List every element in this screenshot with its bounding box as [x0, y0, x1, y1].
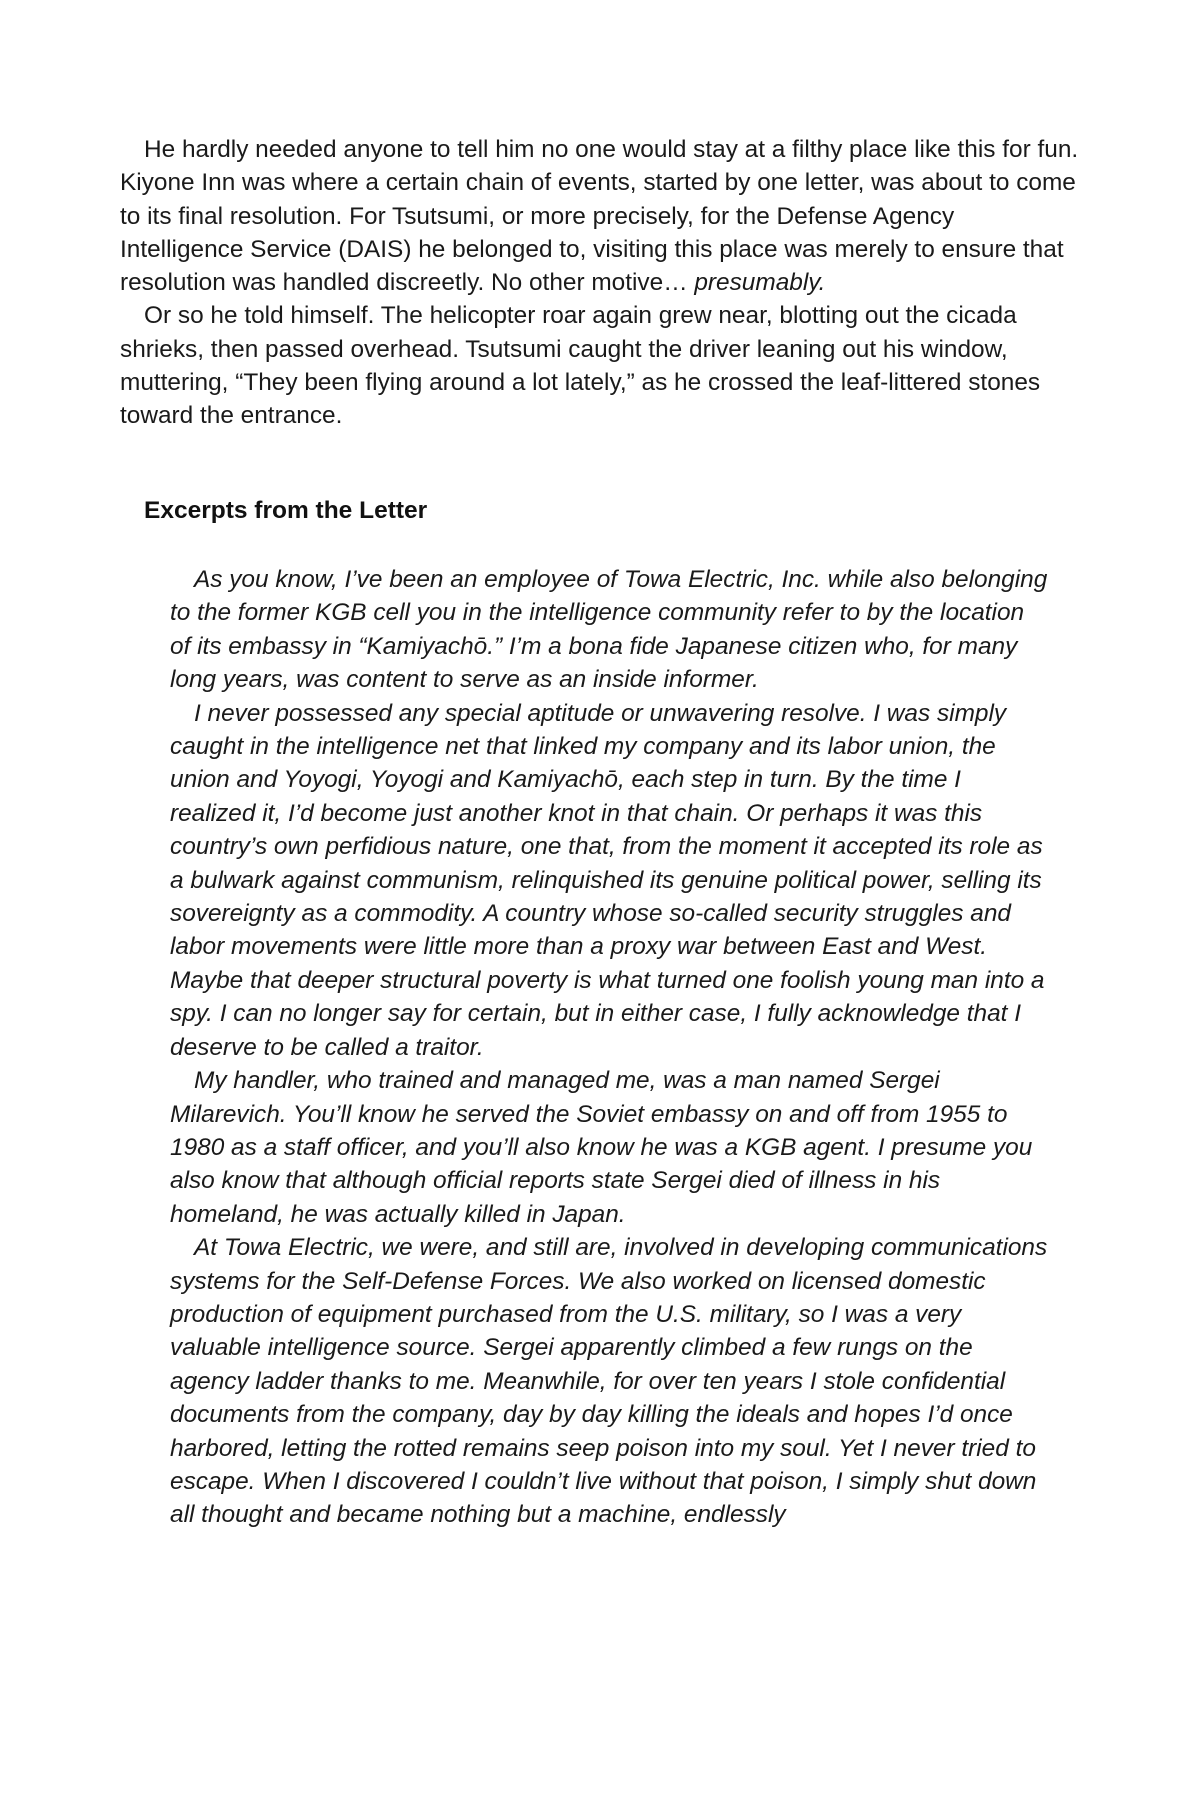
narrative-paragraph-text: He hardly needed anyone to tell him no one would stay at a filthy place like this for fun. Kiyone Inn was where a certain chain of events, started by one letter, was about to come to its final resolution. For Tsutsumi, or more precisely, for the Defense Agency Intelligence Service (DAIS) he belonged to, visiting this place was merely to ensure that resolution was handled discreetly. No other motive…	[120, 136, 1079, 297]
letter-excerpt	[170, 563, 1050, 1532]
letter-paragraph: At Towa Electric, we were, and still are, involved in developing communications systems for the Self-Defense Forces. We also worked on licensed domestic production of equipment purchased from the U.S. military, so I was a very valuable intelligence source. Sergei apparently climbed a few rungs on the agency ladder thanks to me. Meanwhile, for over ten years I stole confidential documents from the company, day by day killing the ideals and hopes I’d once harbored, letting the rotted remains seep poison into my soul. Yet I never tried to escape. When I discovered I couldn’t live without that poison, I simply shut down all thought and became nothing but a machine, endlessly	[170, 1234, 1048, 1529]
letter-paragraph: My handler, who trained and managed me, was a man named Sergei Milarevich. You’ll know he served the Soviet embassy on and off from 1955 to 1980 as a staff officer, and you’ll also know he was a KGB agent. I presume you also know that although official reports state Sergei died of illness in his homeland, he was actually killed in Japan.	[170, 1067, 1033, 1228]
narrative-emphasis: presumably.	[694, 269, 826, 297]
narrative-paragraph: Or so he told himself. The helicopter roar again grew near, blotting out the cicada shrieks, then passed overhead. Tsutsumi caught the driver leaning out his window, muttering, “They been flying around a lot lately,” as he crossed the leaf-littered stones toward the entrance.	[120, 302, 1041, 430]
section-heading: Excerpts from the Letter	[144, 497, 428, 524]
letter-paragraph: As you know, I’ve been an employee of Towa Electric, Inc. while also belonging to the former KGB cell you in the intelligence community refer to by the location of its embassy in “Kamiyachō.” I’m a bona fide Japanese citizen who, for many long years, was content to serve as an inside informer.	[170, 566, 1048, 694]
narrative-text	[120, 133, 1080, 433]
narrative-paragraph	[120, 133, 1080, 299]
letter-paragraph: I never possessed any special aptitude or unwavering resolve. I was simply caught in the intelligence net that linked my company and its labor union, the union and Yoyogi, Yoyogi and Kamiyachō, each step in turn. By the time I realized it, I’d become just another knot in that chain. Or perhaps it was this country’s own perfidious nature, one that, from the moment it accepted its role as a bulwark against communism, relinquished its genuine political power, selling its sovereignty as a commodity. A country whose so-called security struggles and labor movements were little more than a proxy war between East and West. Maybe that deeper structural poverty is what turned one foolish young man into a spy. I can no longer say for certain, but in either case, I fully acknowledge that I deserve to be called a traitor.	[170, 699, 1045, 1061]
